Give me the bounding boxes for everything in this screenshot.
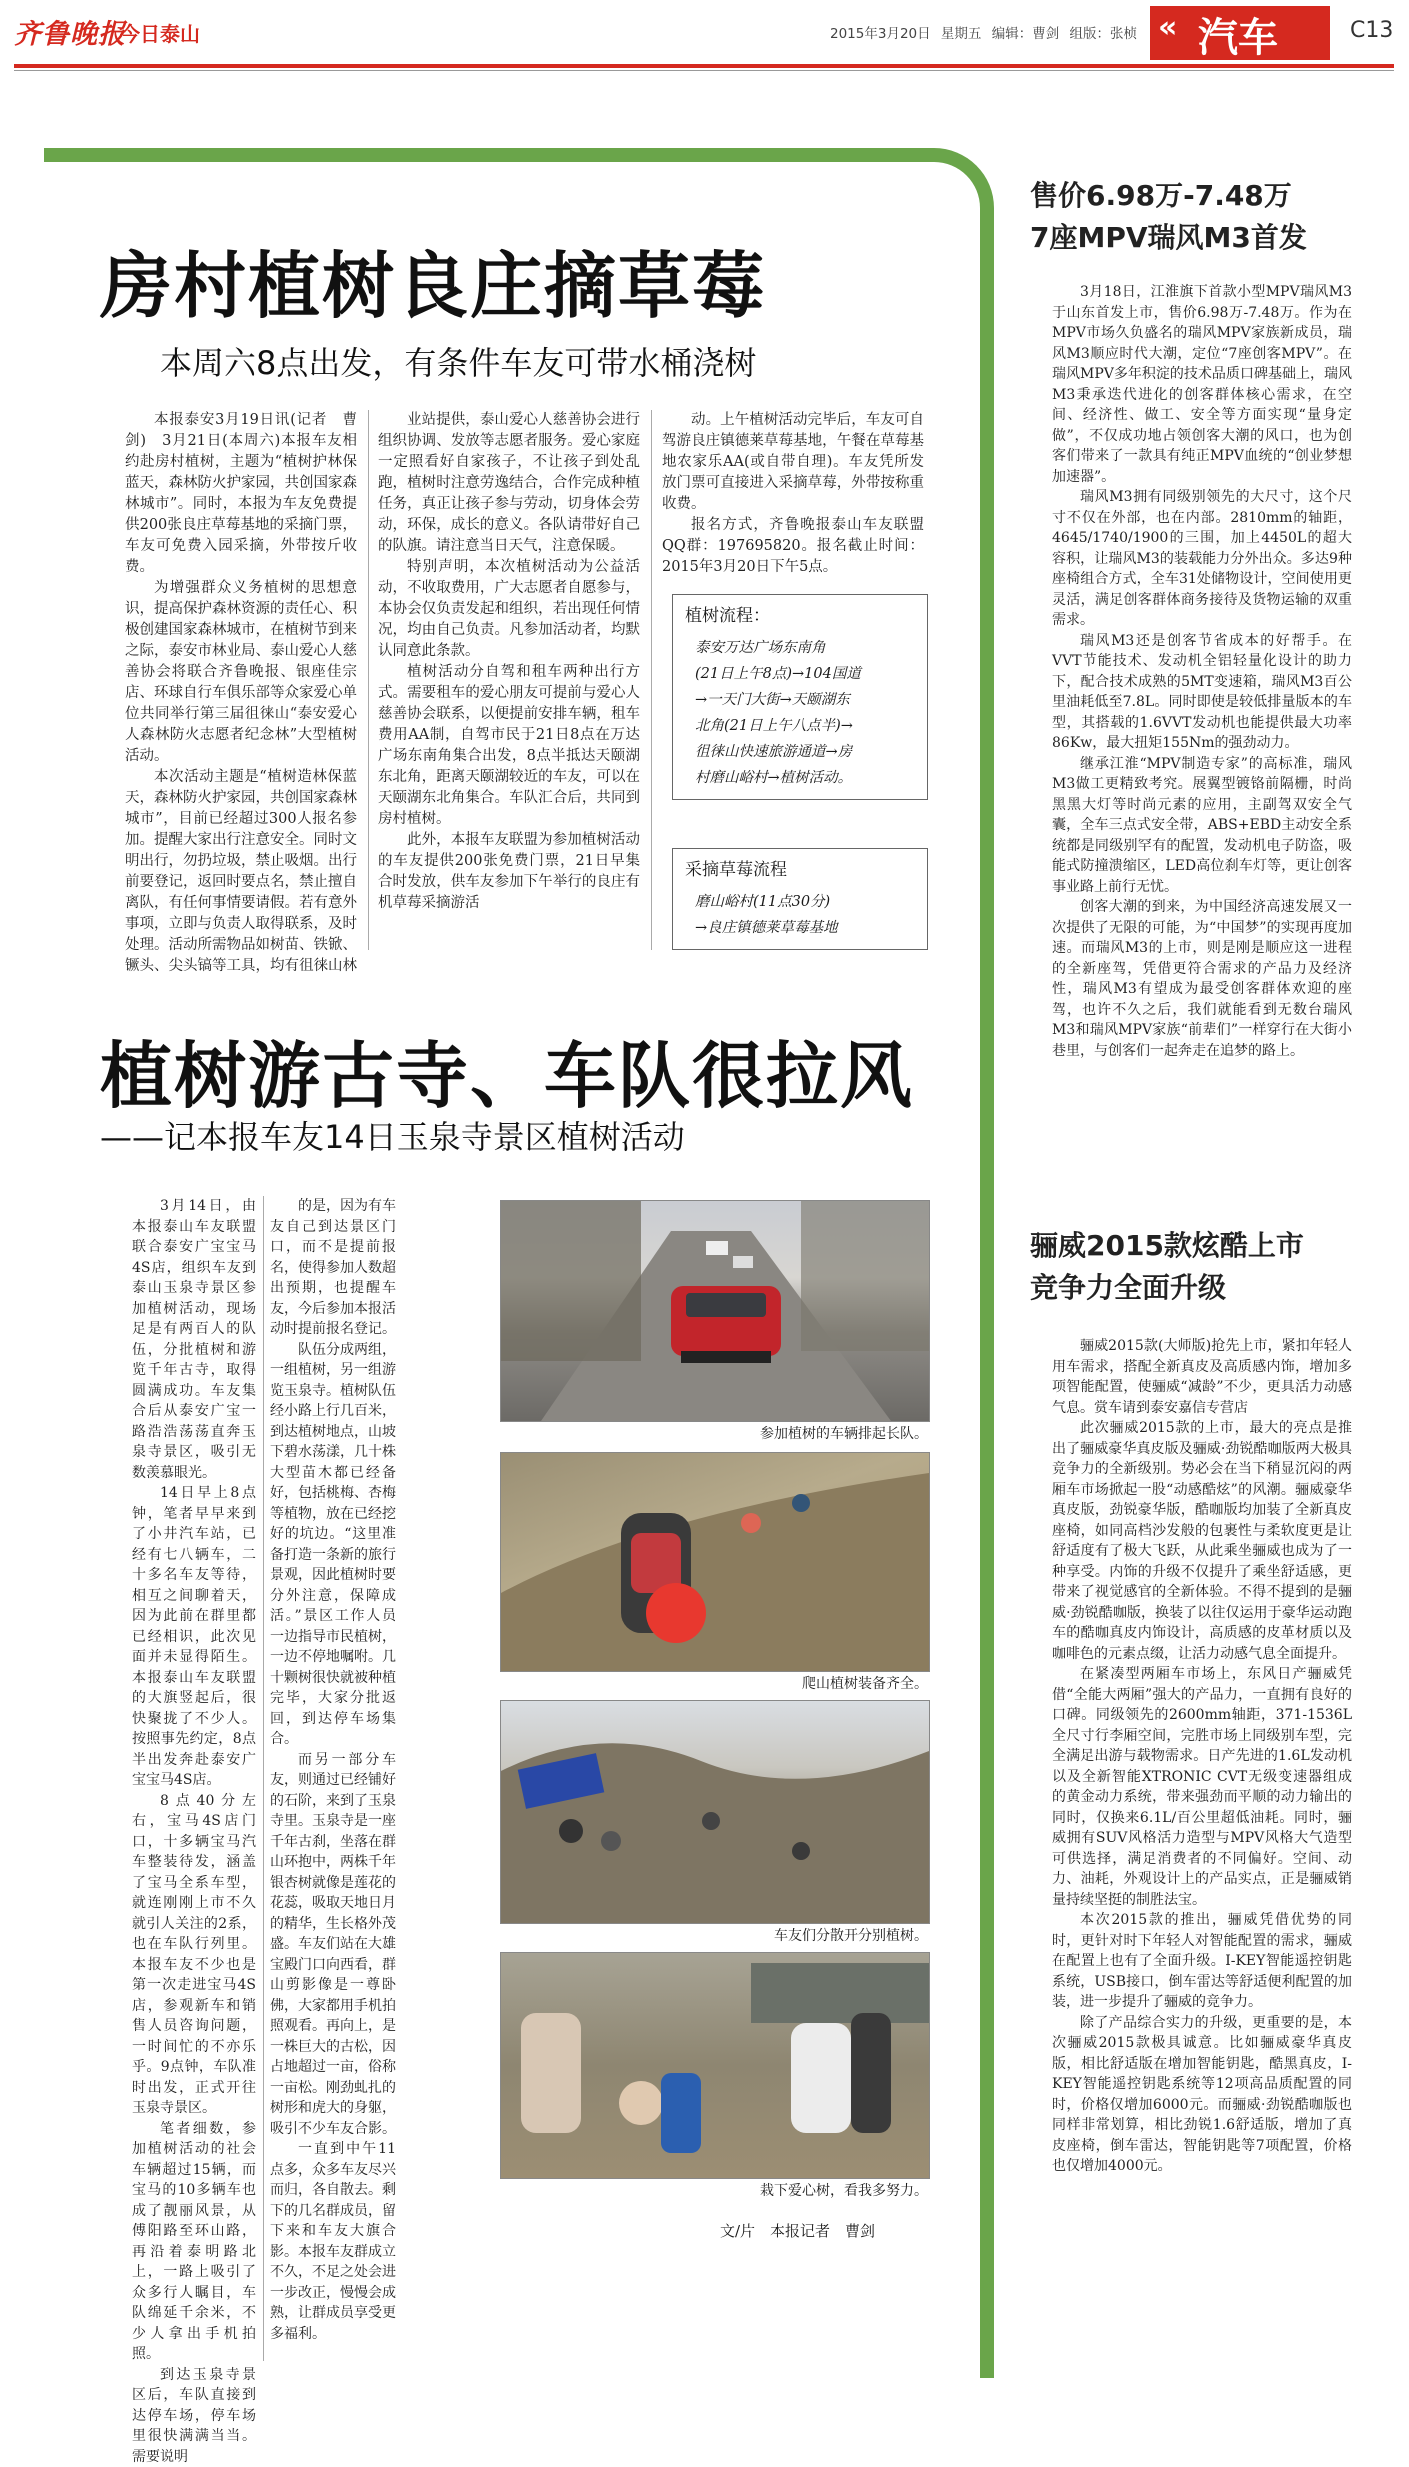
paragraph: 一直到中午11点多，众多车友尽兴而归，各自散去。剩下的几名群成员，留下来和车友大旗合影。本报车友群成立不久，不足之处会进一步改正，慢慢会成熟，让群成员享受更多福利。: [270, 2139, 396, 2344]
header-rule: [14, 64, 1394, 68]
flow-line: →一天门大街→天颐湖东: [685, 687, 915, 713]
photo-caption: 车友们分散开分别植树。: [500, 1925, 928, 1945]
paragraph: 植树活动分自驾和租车两种出行方式。需要租车的爱心朋友可提前与爱心人慈善协会联系，以便提前安排车辆，租车费用AA制，自驾市民于21日8点在万达广场东南角集合出发，8点半抵达天颐湖东北角，距离天颐湖较近的车友，可以在天颐湖东北角集合。车队汇合后，共同到房村植树。: [378, 662, 640, 830]
editor-credit: 编辑：曹剑: [992, 26, 1060, 42]
flow-line: 徂徕山快速旅游通道→房: [685, 739, 915, 765]
article2-col2: [270, 1196, 396, 2344]
article2-subtitle: ——记本报车友14日玉泉寺景区植树活动: [100, 1112, 685, 1158]
masthead-section: 今日泰山: [120, 18, 200, 47]
paragraph: 到达玉泉寺景区后，车队直接到达停车场，停车场里很快满满当当。需要说明: [132, 2365, 256, 2467]
paragraph: 8点40分左右，宝马4S店门口，十多辆宝马汽车整装待发，涵盖了宝马全系车型，就连刚刚上市不久就引人关注的2系，也在车队行列里。本报车友不少也是第一次走进宝马4S店，参观新车和销售人员咨询问题，一时间忙的不亦乐乎。9点钟，车队准时出发，正式开往玉泉寺景区。: [132, 1791, 256, 2119]
paragraph: 特别声明，本次植树活动为公益活动，不收取费用，广大志愿者自愿参与，本协会仅负责发起和组织，若出现任何情况，均由自己负责。凡参加活动者，均默认同意此条款。: [378, 557, 640, 662]
paragraph: 而另一部分车友，则通过已经铺好的石阶，来到了玉泉寺里。玉泉寺是一座千年古刹，坐落在群山环抱中，两株千年银杏树就像是莲花的花蕊，吸取天地日月的精华，生长格外茂盛。车友们站在大雄宝殿门口向西看，群山剪影像是一尊卧佛，大家都用手机拍照观看。再向上，是一株巨大的古松，因占地超过一亩，俗称一亩松。刚劲虬扎的树形和虎大的身躯，吸引不少车友合影。: [270, 1750, 396, 2140]
paragraph: 14日早上8点钟，笔者早早来到了小井汽车站，已经有七八辆车，二十多名车友等待，相互之间聊着天，因为此前在群里都已经相识，此次见面并未显得陌生。本报泰山车友联盟的大旗竖起后，很快聚拢了不少人。按照事先约定，8点半出发奔赴泰安广宝宝马4S店。: [132, 1483, 256, 1791]
article2-col1: [132, 1196, 256, 2467]
paragraph: 此次骊威2015款的上市，最大的亮点是推出了骊威豪华真皮版及骊威·劲锐酷咖版两大极具竞争力的全新级别。势必会在当下稍显沉闷的两厢车市场掀起一股“动感酷炫”的风潮。骊威豪华真皮版，劲锐豪华版，酷咖版均加装了全新真皮座椅，如同高档沙发般的包裹性与柔软度更是让舒适度有了极大飞跃，从此乘坐骊威也成为了一种享受。内饰的升级不仅提升了乘坐舒适感，更带来了视觉感官的全新体验。不得不提到的是骊威·劲锐酷咖版，换装了以往仅运用于豪华运动跑车的酷咖真皮内饰设计，高质感的皮革材质以及咖啡色的元素点缀，让活力动感气息全面提升。: [1052, 1418, 1352, 1664]
article1-col3: [662, 410, 924, 578]
flow-line: 北角(21日上午八点半)→: [685, 713, 915, 739]
tree-planting-flow-box: [672, 594, 928, 800]
paragraph: 瑞风M3拥有同级别领先的大尺寸，这个尺寸不仅在外部，也在内部。2810mm的轴距，4645/1740/1900的三围，加上4450L的超大容积，让瑞风M3的装载能力分外出众。多达9种座椅组合方式，全车31处储物设计，空间使用更灵活，满足创客群体商务接待及货物运输的双重需求。: [1052, 487, 1352, 631]
paragraph: 业站提供，泰山爱心人慈善协会进行组织协调、发放等志愿者服务。爱心家庭一定照看好自家孩子，不让孩子到处乱跑，植树时注意劳逸结合，合作完成种植任务，真正让孩子参与劳动，切身体会劳动，环保，成长的意义。各队请带好自己的队旗。请注意当日天气，注意保暖。: [378, 410, 640, 557]
paragraph: 创客大潮的到来，为中国经济高速发展又一次提供了无限的可能，为“中国梦”的实现再度加速。而瑞风M3的上市，则是刚是顺应这一进程的全新座驾，凭借更符合需求的产品力及经济性，瑞风M3有望成为最受创客群体欢迎的座驾，也许不久之后，我们就能看到无数台瑞风M3和瑞风MPV家族“前辈们”一样穿行在大街小巷里，与创客们一起奔走在追梦的路上。: [1052, 897, 1352, 1061]
sidebar1-title-line2: 7座MPV瑞风M3首发: [1030, 217, 1390, 259]
photo-cars-queue-illustration: [501, 1201, 929, 1421]
paragraph: 本次活动主题是“植树造林保蓝天，森林防火护家园，共创国家森林城市”，目前已经超过300人报名参加。提醒大家出行注意安全。同时文明出行，勿扔垃圾，禁止吸烟。出行前要登记，返回时要点名，禁止擅自离队，有任何事情要请假。若有意外事项，立即与负责人取得联系，及时处理。活动所需物品如树苗、铁锨、镢头、尖头镐等工具，均有徂徕山林: [125, 767, 357, 977]
strawberry-flow-box: [672, 848, 928, 950]
photo-caption: 爬山植树装备齐全。: [500, 1673, 928, 1693]
paragraph: 此外，本报车友联盟为参加植树活动的车友提供200张免费门票，21日早集合时发放，供车友参加下午举行的良庄有机草莓采摘游活: [378, 830, 640, 914]
paragraph: 队伍分成两组，一组植树，另一组游览玉泉寺。植树队伍经小路上行几百米，到达植树地点，山坡下碧水荡漾，几十株大型苗木都已经备好，包括桃梅、杏梅等植物，放在已经挖好的坑边。“这里准备打造一条新的旅行景观，因此植树时要分外注意，保障成活。”景区工作人员一边指导市民植树，一边不停地嘱咐。几十颗树很快就被种植完毕，大家分批返回，到达停车场集合。: [270, 1340, 396, 1750]
column-rule: [651, 410, 652, 950]
paragraph: 本报泰安3月19日讯(记者 曹剑) 3月21日(本周六)本报车友相约赴房村植树，主题为“植树护林保蓝天，森林防火护家园，共创国家森林城市”。同时，本报为车友免费提供200张良庄草莓基地的采摘门票，车友可免费入园采摘，外带按斤收费。: [125, 410, 357, 578]
article2-title: 植树游古寺、车队很拉风: [100, 1018, 914, 1122]
photo-caption: 参加植树的车辆排起长队。: [500, 1423, 928, 1443]
flow-line: 磨山峪村(11点30分): [685, 889, 915, 915]
article1-col1: [125, 410, 357, 977]
paragraph: 除了产品综合实力的升级，更重要的是，本次骊威2015款极具诚意。比如骊威豪华真皮版，相比舒适版在增加智能钥匙，酷黑真皮，I-KEY智能遥控钥匙系统等12项高品质配置的同时，价格仅增加6000元。而骊威·劲锐酷咖版也同样非常划算，相比劲锐1.6舒适版，增加了真皮座椅，倒车雷达，智能钥匙等7项配置，价格也仅增加4000元。: [1052, 2013, 1352, 2177]
paragraph: 3月14日，由本报泰山车友联盟联合泰安广宝宝马4S店，组织车友到泰山玉泉寺景区参加植树活动，现场足是有两百人的队伍，分批植树和游览千年古寺，取得圆满成功。车友集合后从泰安广宝一路浩浩荡荡直奔玉泉寺景区，吸引无数羡慕眼光。: [132, 1196, 256, 1483]
flow-title: 采摘草莓流程: [685, 857, 915, 883]
sidebar1-title-line1: 售价6.98万-7.48万: [1030, 175, 1390, 217]
sidebar1-title: [1030, 175, 1390, 259]
paragraph: 报名方式，齐鲁晚报泰山车友联盟QQ群：197695820。报名截止时间：2015年3月20日下午5点。: [662, 515, 924, 578]
flow-line: →良庄镇德莱草莓基地: [685, 915, 915, 941]
issue-date: 2015年3月20日: [830, 26, 931, 42]
flow-line: 泰安万达广场东南角: [685, 635, 915, 661]
flow-title: 植树流程：: [685, 603, 915, 629]
sidebar1-body: [1052, 282, 1352, 1061]
paragraph: 动。上午植树活动完毕后，车友可自驾游良庄镇德莱草莓基地，午餐在草莓基地农家乐AA(或自带自理)。车友凭所发放门票可直接进入采摘草莓，外带按称重收费。: [662, 410, 924, 515]
photo-cars-queue: [500, 1200, 930, 1422]
paragraph: 继承江淮“MPV制造专家”的高标准，瑞风M3做工更精致考究。展翼型镀铬前隔栅，时尚黑黑大灯等时尚元素的应用，主副驾双安全气囊，全车三点式安全带，ABS+EBD主动安全系统都是同级别罕有的配置，发动机电子防盗，吸能式防撞溃缩区，LED高位刹车灯等，更让创客事业路上前行无忧。: [1052, 754, 1352, 898]
article2-byline: 文/片 本报记者 曹剑: [720, 2220, 875, 2241]
sidebar2-title-line2: 竞争力全面升级: [1030, 1267, 1390, 1309]
issue-weekday: 星期五: [941, 26, 982, 42]
flow-line: (21日上午8点)→104国道: [685, 661, 915, 687]
photo-climbing-illustration: [501, 1453, 929, 1671]
photo-scattered-planting: [500, 1700, 930, 1924]
flow-line: 村磨山峪村→植树活动。: [685, 765, 915, 791]
sidebar2-title: [1030, 1225, 1390, 1309]
paragraph: 为增强群众义务植树的思想意识，提高保护森林资源的责任心、积极创建国家森林城市，在植树节到来之际，泰安市林业局、泰山爱心人慈善协会将联合齐鲁晚报、银座佳宗店、环球自行车俱乐部等众家爱心单位共同举行第三届徂徕山“泰安爱心人森林防火志愿者纪念林”大型植树活动。: [125, 578, 357, 767]
photo-caption: 栽下爱心树，看我多努力。: [500, 2180, 928, 2200]
photo-climbing: [500, 1452, 930, 1672]
header-meta: [830, 22, 1137, 42]
paragraph: 本次2015款的推出，骊威凭借优势的同时，更针对时下年轻人对智能配置的需求，骊威在配置上也有了全面升级。I-KEY智能遥控钥匙系统，USB接口，倒车雷达等舒适便利配置的加装，进一步提升了骊威的竞争力。: [1052, 1910, 1352, 2013]
sidebar2-body: [1052, 1336, 1352, 2177]
column-rule: [368, 410, 369, 950]
paragraph: 3月18日，江淮旗下首款小型MPV瑞风M3于山东首发上市，售价6.98万-7.48万。作为在MPV市场久负盛名的瑞风MPV家族新成员，瑞风M3顺应时代大潮，定位“7座创客MPV”。在瑞风MPV多年积淀的技术品质口碑基础上，瑞风M3秉承迭代进化的创客群体核心需求，在空间、经济性、做工、安全等方面实现“量身定做”，不仅成功地占领创客大潮的风口，也为创客们带来了一款具有纯正MPV血统的“创业梦想加速器”。: [1052, 282, 1352, 487]
chevron-left-icon: «: [1158, 10, 1177, 45]
article1-col2: [378, 410, 640, 914]
article1-subtitle: 本周六8点出发，有条件车友可带水桶浇树: [160, 338, 756, 384]
section-label: 汽车: [1198, 6, 1278, 63]
page-number: C13: [1350, 18, 1393, 43]
photo-planting-tree: [500, 1952, 930, 2179]
masthead-logo: 齐鲁晚报: [14, 12, 126, 51]
article1-title: 房村植树良庄摘草莓: [100, 228, 766, 332]
layout-credit: 组版：张桢: [1070, 26, 1138, 42]
paragraph: 骊威2015款(大师版)抢先上市，紧扣年轻人用车需求，搭配全新真皮及高质感内饰，增加多项智能配置，使骊威“减龄”不少，更具活力动感气息。赏车请到泰安嘉信专营店: [1052, 1336, 1352, 1418]
photo-planting-illustration: [501, 1953, 929, 2178]
paragraph: 瑞风M3还是创客节省成本的好帮手。在VVT节能技术、发动机全铝轻量化设计的助力下，配合技术成熟的5MT变速箱，瑞风M3百公里油耗低至7.8L。同时即使是较低排量版本的车型，其搭载的1.6VVT发动机也能提供最大功率86Kw，最大扭矩155Nm的强劲动力。: [1052, 631, 1352, 754]
photo-scattered-illustration: [501, 1701, 929, 1923]
paragraph: 在紧凑型两厢车市场上，东风日产骊威凭借“全能大两厢”强大的产品力，一直拥有良好的口碑。同级领先的2600mm轴距，371-1536L全尺寸行李厢空间，完胜市场上同级别车型，完全满足出游与载物需求。日产先进的1.6L发动机以及全新智能XTRONIC CVT无级变速器组成的黄金动力系统，带来强劲而平顺的动力输出的同时，仅换来6.1L/百公里超低油耗。同时，骊威拥有SUV风格活力造型与MPV风格大气造型可供选择，满足消费者的不同偏好。空间、动力、油耗，外观设计上的产品实点，正是骊威销量持续坚挺的制胜法宝。: [1052, 1664, 1352, 1910]
paragraph: 笔者细数，参加植树活动的社会车辆超过15辆，而宝马的10多辆车也成了靓丽风景，从傅阳路至环山路，再沿着泰明路北上，一路上吸引了众多行人瞩目，车队绵延千余米，不少人拿出手机拍照。: [132, 2119, 256, 2365]
header-rule-thin: [14, 70, 1394, 71]
sidebar2-title-line1: 骊威2015款炫酷上市: [1030, 1225, 1390, 1267]
column-rule: [263, 1196, 264, 2361]
paragraph: 的是，因为有车友自己到达景区门口，而不是提前报名，使得参加人数超出预期，也提醒车友，今后参加本报活动时提前报名登记。: [270, 1196, 396, 1340]
